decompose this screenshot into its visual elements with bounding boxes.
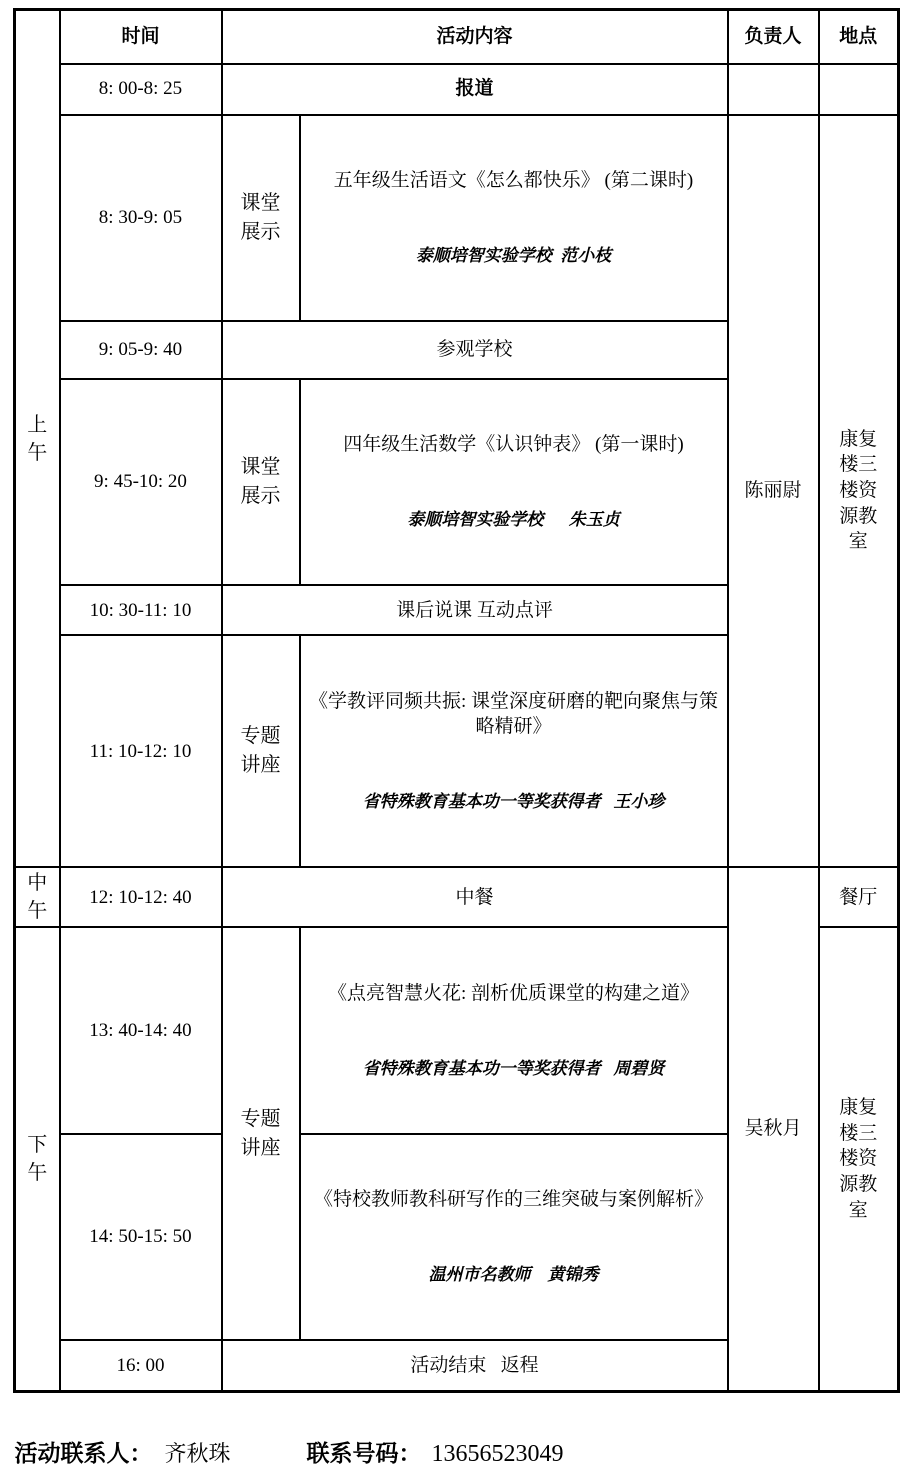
type-cell: 专题讲座 (222, 927, 300, 1340)
lecture-presenter: 温州市名教师 黄锦秀 (428, 1265, 599, 1285)
content-cell-registration: 报道 (222, 64, 728, 115)
lesson-title: 五年级生活语文《怎么都快乐》 (第二课时) (333, 169, 694, 191)
content-cell-lesson-2 (300, 379, 728, 585)
time-cell: 8: 30-9: 05 (60, 115, 222, 321)
lecture-presenter: 省特殊教育基本功一等奖获得者 周碧贤 (362, 1058, 665, 1078)
row-lesson-1 (15, 115, 899, 321)
type-cell: 专题讲座 (222, 635, 300, 867)
time-cell: 9: 05-9: 40 (60, 321, 222, 379)
time-cell: 16: 00 (60, 1340, 222, 1391)
time-cell: 10: 30-11: 10 (60, 585, 222, 635)
contact-name: 齐秋珠 (164, 1440, 231, 1466)
lesson-presenter: 泰顺培智实验学校 朱玉贞 (407, 510, 620, 530)
period-cell-noon (15, 867, 60, 927)
lesson-title: 四年级生活数学《认识钟表》 (第一课时) (343, 434, 684, 456)
lecture-title: 《点亮智慧火花: 剖析优质课堂的构建之道》 (327, 982, 700, 1004)
time-cell: 12: 10-12: 40 (60, 867, 222, 927)
type-cell: 课堂展示 (222, 115, 300, 321)
content-cell-lecture-3 (300, 1134, 728, 1340)
person-cell-afternoon: 吴秋月 (728, 867, 819, 1391)
place-cell-empty (819, 64, 899, 115)
header-row (15, 10, 899, 64)
content-cell-lunch: 中餐 (222, 867, 728, 927)
period-cell-morning (15, 10, 60, 868)
period-label-morning: 上午 (27, 413, 48, 464)
phone-label: 联系号码： (306, 1440, 422, 1466)
period-label-afternoon: 下午 (27, 1134, 48, 1185)
content-cell-end: 活动结束 返程 (222, 1340, 728, 1391)
time-cell: 11: 10-12: 10 (60, 635, 222, 867)
person-cell-morning: 陈丽尉 (728, 115, 819, 868)
content-cell-lecture-1 (300, 635, 728, 867)
content-cell-review: 课后说课 互动点评 (222, 585, 728, 635)
header-place: 地点 (819, 10, 899, 64)
contact-label: 活动联系人： (14, 1440, 153, 1466)
place-cell-afternoon: 康复楼三楼资源教室 (819, 927, 899, 1391)
contact-line (3, 1409, 900, 1468)
place-cell-noon: 餐厅 (819, 867, 899, 927)
period-label-noon: 中午 (27, 872, 48, 923)
header-content: 活动内容 (222, 10, 728, 64)
phone-number: 13656523049 (431, 1440, 564, 1467)
lecture-title: 《学教评同频共振: 课堂深度研磨的靶向聚焦与策略精研》 (308, 690, 719, 738)
content-cell-lecture-2 (300, 927, 728, 1133)
time-cell: 9: 45-10: 20 (60, 379, 222, 585)
lecture-title: 《特校教师教科研写作的三维突破与案例解析》 (314, 1189, 714, 1211)
place-cell-morning: 康复楼三楼资源教室 (819, 115, 899, 868)
schedule-table (13, 8, 900, 1393)
content-cell-lesson-1 (300, 115, 728, 321)
lesson-presenter: 泰顺培智实验学校 范小枝 (415, 245, 612, 265)
time-cell: 14: 50-15: 50 (60, 1134, 222, 1340)
time-cell: 8: 00-8: 25 (60, 64, 222, 115)
period-cell-afternoon (15, 927, 60, 1391)
row-lunch (15, 867, 899, 927)
time-cell: 13: 40-14: 40 (60, 927, 222, 1133)
lecture-presenter: 省特殊教育基本功一等奖获得者 王小珍 (362, 792, 665, 812)
content-cell-school-visit: 参观学校 (222, 321, 728, 379)
header-time: 时间 (60, 10, 222, 64)
person-cell-empty (728, 64, 819, 115)
type-cell: 课堂展示 (222, 379, 300, 585)
row-registration (15, 64, 899, 115)
header-person: 负责人 (728, 10, 819, 64)
